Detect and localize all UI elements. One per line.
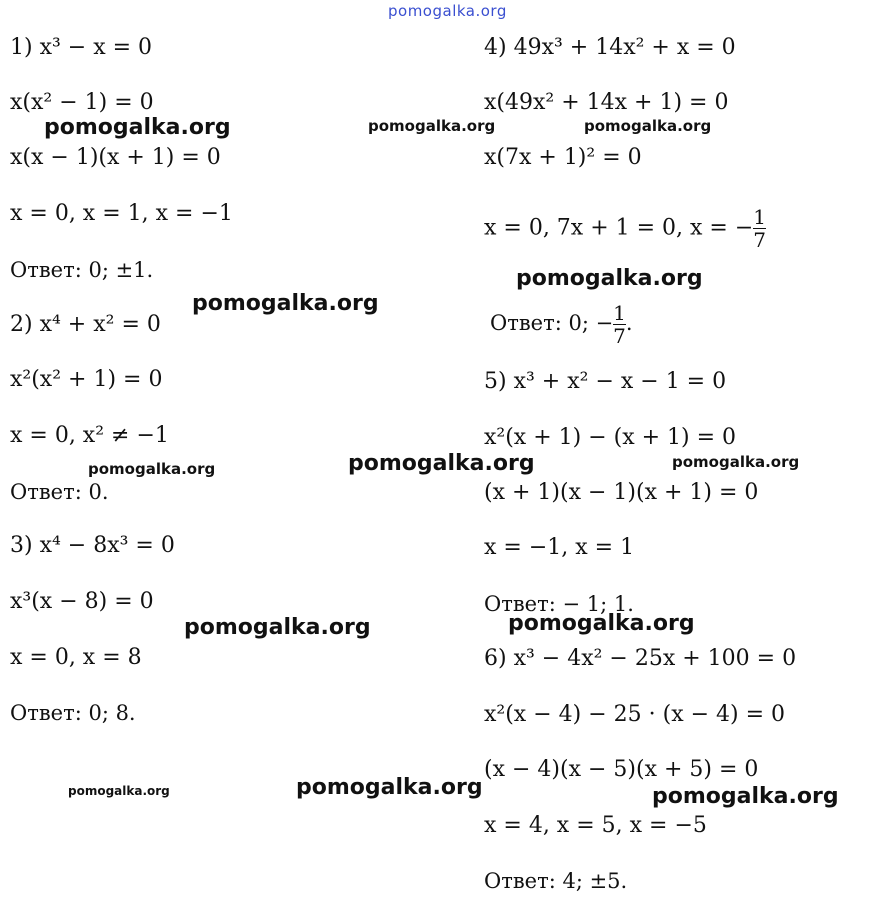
problem-5-step-2: (x + 1)(x − 1)(x + 1) = 0	[484, 480, 759, 505]
problem-4-answer	[490, 302, 633, 347]
header-watermark: pomogalka.org	[388, 2, 507, 20]
problem-3-step-1: x³(x − 8) = 0	[10, 589, 154, 614]
answer-fraction-numerator: 1	[613, 301, 626, 325]
problem-1-step-3: x = 0, x = 1, x = −1	[10, 201, 233, 226]
watermark: pomogalka.org	[584, 117, 712, 135]
answer-fraction-denominator: 7	[613, 324, 626, 348]
problem-6-step-2: (x − 4)(x − 5)(x + 5) = 0	[484, 757, 759, 782]
answer-period: .	[625, 311, 633, 335]
watermark: pomogalka.org	[652, 784, 839, 809]
problem-2-title: 2) x⁴ + x² = 0	[10, 312, 161, 337]
watermark: pomogalka.org	[508, 611, 695, 636]
watermark: pomogalka.org	[368, 117, 496, 135]
problem-5-step-3: x = −1, x = 1	[484, 535, 635, 560]
watermark: pomogalka.org	[516, 266, 703, 291]
problem-2-answer: Ответ: 0.	[10, 480, 109, 504]
problem-1-answer: Ответ: 0; ±1.	[10, 258, 154, 282]
watermark: pomogalka.org	[672, 453, 800, 471]
problem-2-step-1: x²(x² + 1) = 0	[10, 367, 163, 392]
watermark: pomogalka.org	[296, 775, 483, 800]
problem-6-step-1: x²(x − 4) − 25 · (x − 4) = 0	[484, 702, 786, 727]
problem-5-title: 5) x³ + x² − x − 1 = 0	[484, 369, 727, 394]
problem-1-step-2: x(x − 1)(x + 1) = 0	[10, 145, 221, 170]
watermark: pomogalka.org	[192, 291, 379, 316]
problem-3-answer: Ответ: 0; 8.	[10, 701, 136, 725]
problem-4-step-3	[484, 206, 766, 251]
problem-1-step-1: x(x² − 1) = 0	[10, 90, 154, 115]
problem-5-answer: Ответ: − 1; 1.	[484, 592, 634, 616]
problem-5-step-1: x²(x + 1) − (x + 1) = 0	[484, 425, 737, 450]
problem-4-step-1: x(49x² + 14x + 1) = 0	[484, 90, 729, 115]
watermark: pomogalka.org	[348, 451, 535, 476]
watermark: pomogalka.org	[88, 460, 216, 478]
fraction-numerator: 1	[753, 205, 767, 229]
problem-6-answer: Ответ: 4; ±5.	[484, 869, 628, 893]
problem-4-title: 4) 49x³ + 14x² + x = 0	[484, 35, 736, 60]
watermark: pomogalka.org	[184, 615, 371, 640]
problem-6-title: 6) x³ − 4x² − 25x + 100 = 0	[484, 646, 797, 671]
problem-2-step-2: x = 0, x² ≠ −1	[10, 423, 169, 448]
watermark: pomogalka.org	[44, 115, 231, 140]
watermark: pomogalka.org	[68, 784, 170, 798]
problem-1-title: 1) x³ − x = 0	[10, 35, 153, 60]
problem-3-title: 3) x⁴ − 8x³ = 0	[10, 533, 175, 558]
problem-3-step-2: x = 0, x = 8	[10, 645, 142, 670]
problem-6-step-3: x = 4, x = 5, x = −5	[484, 813, 707, 838]
fraction-one-seventh	[753, 206, 766, 251]
problem-4-answer-text: Ответ: 0; −	[490, 311, 614, 335]
problem-4-step-3-text: x = 0, 7x + 1 = 0, x = −	[484, 215, 754, 241]
fraction-denominator: 7	[753, 228, 767, 252]
answer-fraction-one-seventh	[613, 302, 626, 347]
problem-4-step-2: x(7x + 1)² = 0	[484, 145, 642, 170]
